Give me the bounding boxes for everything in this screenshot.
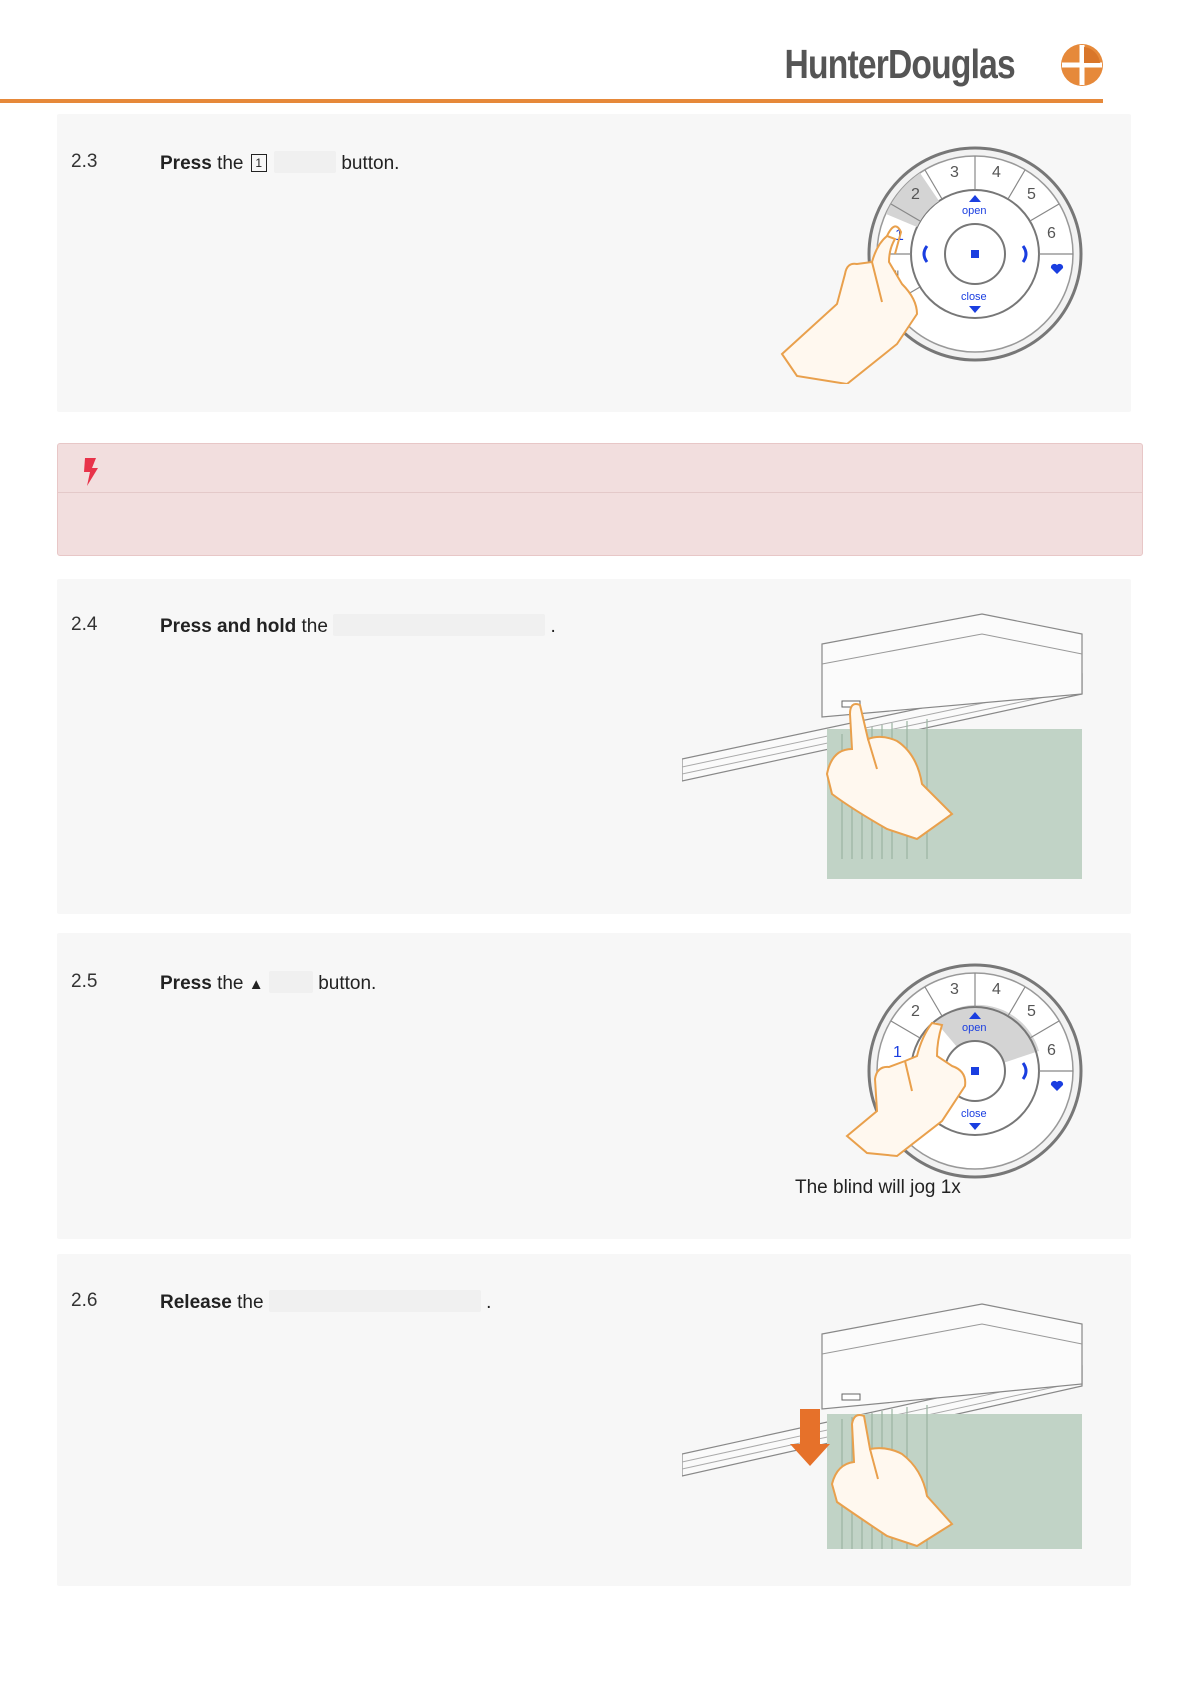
jog-caption: The blind will jog 1x: [795, 1177, 961, 1198]
remote-button-4: 4: [992, 981, 1001, 998]
step-text-a: the: [237, 1292, 264, 1313]
step-instruction: [160, 971, 376, 995]
step-text-b: .: [486, 1292, 492, 1313]
hunter-douglas-logo-icon: [1060, 43, 1104, 87]
headrail-button-release-illustration: [682, 1284, 1112, 1554]
step-text-a: the: [217, 153, 244, 174]
remote-button-3: 3: [950, 164, 959, 181]
page-header: [0, 0, 1190, 105]
brand-wordmark: HunterDouglas: [784, 41, 1015, 87]
key-1-icon: 1: [251, 154, 267, 172]
step-text-a: the: [217, 973, 244, 994]
warning-box: [57, 443, 1143, 556]
step-2-6: [57, 1254, 1131, 1586]
remote-press-1-illustration: [777, 144, 1157, 384]
step-verb: Release: [160, 1292, 232, 1313]
remote-button-4: 4: [992, 164, 1001, 181]
remote-button-2: 2: [911, 1003, 920, 1020]
remote-button-1: 1: [895, 227, 904, 244]
remote-button-2: 2: [911, 186, 920, 203]
stop-icon: [971, 250, 979, 258]
step-text-b: .: [550, 616, 556, 637]
stop-icon: [971, 1067, 979, 1075]
step-number: 2.4: [71, 614, 98, 635]
step-2-5: [57, 933, 1131, 1239]
step-number: 2.3: [71, 151, 98, 172]
remote-button-5: 5: [1027, 1003, 1036, 1020]
step-instruction: [160, 614, 556, 638]
redacted-text: [274, 151, 336, 173]
step-verb: Press: [160, 973, 212, 994]
warning-divider: [58, 492, 1142, 493]
redacted-text: [269, 1290, 481, 1312]
remote-button-6: 6: [1047, 225, 1056, 242]
step-2-3: [57, 114, 1131, 412]
remote-button-1: 1: [893, 1044, 902, 1061]
step-verb: Press: [160, 153, 212, 174]
step-instruction: [160, 1290, 491, 1314]
remote-close-label: close: [961, 1108, 987, 1120]
header-rule: [0, 99, 1103, 103]
step-text-b: button.: [318, 973, 377, 994]
step-text-b: button.: [341, 153, 400, 174]
lightning-bolt-icon: [82, 458, 100, 486]
step-2-4: [57, 579, 1131, 914]
remote-open-label: open: [962, 205, 987, 217]
redacted-text: [333, 614, 545, 636]
step-verb: Press and hold: [160, 616, 297, 637]
open-up-arrow-icon: ▲: [248, 976, 264, 993]
step-instruction: [160, 151, 399, 175]
remote-button-6: 6: [1047, 1042, 1056, 1059]
headrail-button-hold-illustration: [682, 609, 1112, 879]
remote-button-3: 3: [950, 981, 959, 998]
redacted-text: [269, 971, 313, 993]
step-number: 2.6: [71, 1290, 98, 1311]
remote-close-label: close: [961, 291, 987, 303]
remote-button-5: 5: [1027, 186, 1036, 203]
remote-press-open-illustration: [777, 961, 1157, 1181]
remote-open-label: open: [962, 1022, 987, 1034]
step-text-a: the: [301, 616, 328, 637]
headrail-button: [842, 1394, 860, 1400]
step-number: 2.5: [71, 971, 98, 992]
pointing-hand-icon: [782, 226, 917, 384]
